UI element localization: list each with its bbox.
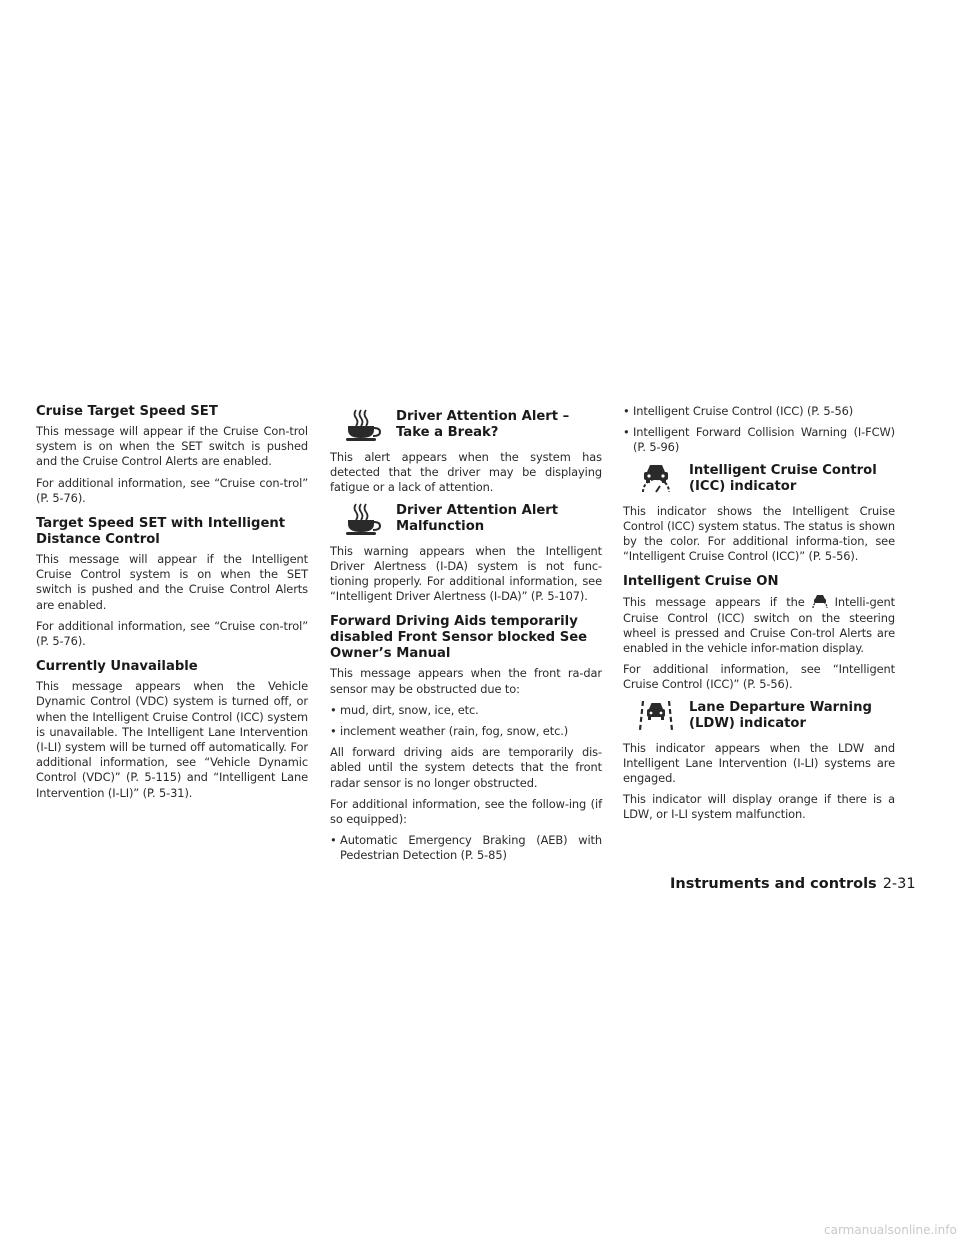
icc-indicator-icon <box>623 462 689 498</box>
paragraph: This message will appear if the Cruise Con-trol system is on when the SET switch is pushed and the Cruise Control Alerts are enabled. <box>36 424 308 469</box>
heading-cruise-target-speed-set: Cruise Target Speed SET <box>36 404 218 419</box>
icc-inline-icon <box>811 594 829 608</box>
paragraph: This message appears when the front ra-dar sensor may be obstructed due to: <box>330 666 602 696</box>
heading-icc-indicator: Intelligent Cruise Control (ICC) indicator <box>689 462 877 494</box>
list-item: • mud, dirt, snow, ice, etc. <box>330 702 479 717</box>
heading-ldw-indicator: Lane Departure Warning (LDW) indicator <box>689 699 872 731</box>
section-attention-malfunction <box>330 502 602 538</box>
paragraph: For additional information, see “Cruise con-trol” (P. 5-76). <box>36 475 308 505</box>
heading-target-speed-idc: Target Speed SET with Intelligent Distance Control <box>36 516 286 548</box>
column-2 <box>330 404 602 870</box>
ldw-indicator-icon <box>623 699 689 735</box>
heading-attention-malfunction: Driver Attention Alert Malfunction <box>396 502 559 534</box>
paragraph: For additional information, see “Cruise con-trol” (P. 5-76). <box>36 618 308 649</box>
section-take-a-break <box>330 408 602 444</box>
section-icc-indicator <box>623 462 895 498</box>
footer-section-title: Instruments and controls <box>670 876 877 892</box>
heading-take-a-break: Driver Attention Alert – Take a Break? <box>396 409 570 440</box>
paragraph: This alert appears when the system has detected that the driver may be displaying fatigue or a lack of attention. <box>330 450 602 495</box>
paragraph: This warning appears when the Intelligent Driver Alertness (I-DA) system is not func-tioning properly. For additional information, see “Intelligent Driver Alertness (I-DA)” (P. 5-107). <box>330 543 602 604</box>
list-item: • Automatic Emergency Braking (AEB) with Pedestrian Detection (P. 5-85) <box>330 833 602 863</box>
paragraph: All forward driving aids are temporarily dis-abled until the system detects that the front radar sensor is no longer obstructed. <box>330 745 602 790</box>
paragraph: This indicator appears when the LDW and Intelligent Lane Intervention (I-LI) systems are engaged. <box>623 740 895 786</box>
column-1 <box>36 404 308 807</box>
list-item: • Intelligent Forward Collision Warning (I-FCW) (P. 5-96) <box>623 425 895 455</box>
coffee-cup-icon <box>330 502 396 538</box>
heading-intelligent-cruise-on: Intelligent Cruise ON <box>623 574 779 590</box>
heading-currently-unavailable: Currently Unavailable <box>36 659 198 675</box>
paragraph: For additional information, see the follow-ing (if so equipped): <box>330 796 602 827</box>
paragraph: This indicator will display orange if there is a LDW, or I-LI system malfunction. <box>623 792 895 822</box>
column-3 <box>623 404 895 829</box>
heading-forward-driving-aids: Forward Driving Aids temporarily disabled Front Sensor blocked See Owner’s Manual <box>330 614 588 662</box>
coffee-cup-icon <box>330 408 396 444</box>
paragraph: For additional information, see “Intelligent Cruise Control (ICC)” (P. 5-56). <box>623 662 895 692</box>
list-item: • inclement weather (rain, fog, snow, etc.) <box>330 724 569 739</box>
paragraph: This message will appear if the Intelligent Cruise Control system is on when the SET switch is pushed and the Cruise Control Alerts are enabled. <box>36 552 308 612</box>
page-footer <box>670 876 916 892</box>
paragraph: This indicator shows the Intelligent Cruise Control (ICC) system status. The status is shown by the color. For additional informa-tion, see “Intelligent Cruise Control (ICC)” (P. 5-56). <box>623 503 895 564</box>
section-ldw-indicator <box>623 699 895 735</box>
paragraph: This message appears if the Intelli-gent Cruise Control (ICC) switch on the steering wheel is pressed and Cruise Con-trol Alerts are enabled in the vehicle infor-mation display. <box>623 595 895 656</box>
paragraph: This message appears when the Vehicle Dynamic Control (VDC) system is turned off, or when the Intelligent Cruise Control (ICC) system is unavailable. The Intelligent Lane Intervention (I-LI) system will be turned off automatically. For additional information, see “Vehicle Dynamic Control (VDC)” (P. 5-115) and “Intelligent Lane Intervention (I-LI)” (P. 5-31). <box>36 679 308 800</box>
watermark: carmanualsonline.info <box>824 1223 957 1237</box>
list-item: • Intelligent Cruise Control (ICC) (P. 5-56) <box>623 404 854 418</box>
page-number: 2-31 <box>882 876 916 892</box>
